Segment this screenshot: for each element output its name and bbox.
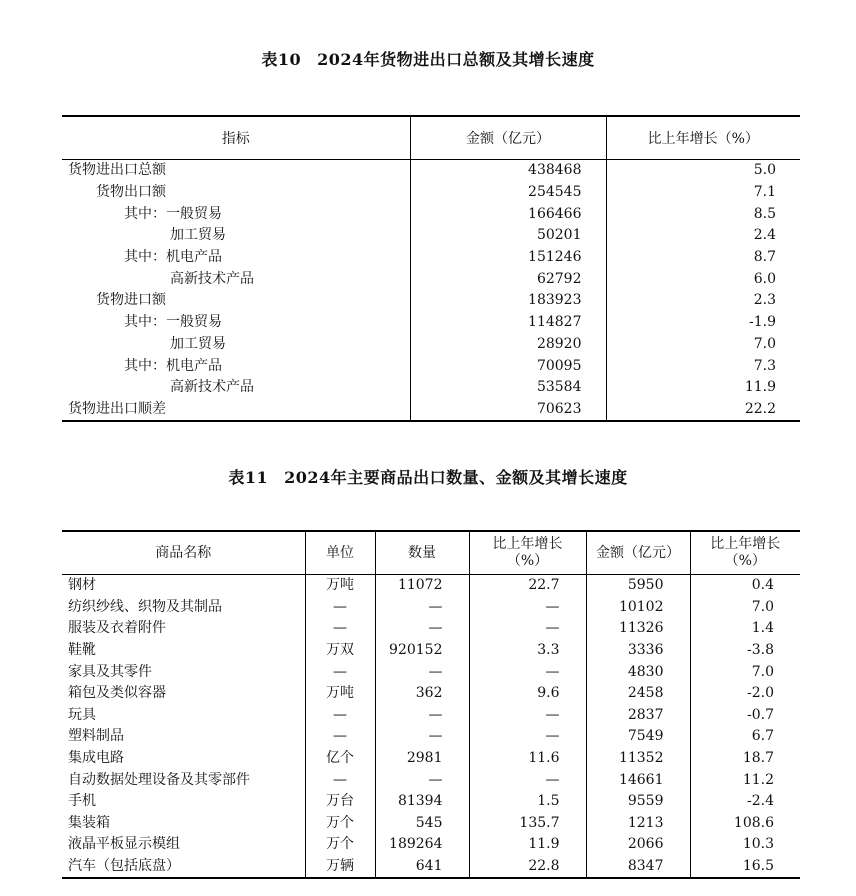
unit-cell: 万双 xyxy=(305,640,375,662)
table-row xyxy=(62,377,800,399)
amount-growth-cell: -2.0 xyxy=(690,683,800,705)
main-exports-table xyxy=(62,530,800,879)
indicator-cell: 货物出口额 xyxy=(96,184,166,201)
unit-cell: 万个 xyxy=(305,834,375,856)
amount-cell: 10102 xyxy=(586,597,690,619)
amount-growth-cell: 10.3 xyxy=(690,834,800,856)
indicator-cell: 货物进出口总额 xyxy=(68,162,166,179)
table-row xyxy=(62,661,800,683)
header-amount: 金额（亿元） xyxy=(586,531,690,575)
amount-cell: 7549 xyxy=(586,726,690,748)
quantity-growth-cell: — xyxy=(469,618,586,640)
quantity-growth-cell: — xyxy=(469,705,586,727)
amount-growth-cell: -0.7 xyxy=(690,705,800,727)
table-row xyxy=(62,334,800,356)
amount-growth-cell: 1.4 xyxy=(690,618,800,640)
quantity-cell: 189264 xyxy=(375,834,469,856)
amount-cell: 2837 xyxy=(586,705,690,727)
unit-cell: — xyxy=(305,705,375,727)
indicator-cell: 其中：一般贸易 xyxy=(124,205,222,222)
amount-growth-cell: 108.6 xyxy=(690,813,800,835)
table-row xyxy=(62,247,800,269)
table-row xyxy=(62,597,800,619)
amount-cell: 53584 xyxy=(410,377,606,399)
table10-header-row xyxy=(62,116,800,160)
table-row xyxy=(62,225,800,247)
header-amount-growth: 比上年增长（%） xyxy=(690,531,800,575)
growth-cell: 8.7 xyxy=(606,247,800,269)
amount-cell: 2458 xyxy=(586,683,690,705)
header-indicator: 指标 xyxy=(62,116,410,160)
amount-cell: 62792 xyxy=(410,268,606,290)
amount-growth-cell: 18.7 xyxy=(690,748,800,770)
unit-cell: 亿个 xyxy=(305,748,375,770)
table11-header-row xyxy=(62,531,800,575)
amount-cell: 1213 xyxy=(586,813,690,835)
unit-cell: — xyxy=(305,618,375,640)
quantity-cell: 641 xyxy=(375,856,469,879)
amount-growth-cell: 11.2 xyxy=(690,769,800,791)
quantity-growth-cell: — xyxy=(469,597,586,619)
table-row xyxy=(62,769,800,791)
indicator-cell: 其中：一般贸易 xyxy=(124,314,222,331)
quantity-growth-cell: 22.7 xyxy=(469,575,586,597)
unit-cell: — xyxy=(305,661,375,683)
indicator-cell: 其中：机电产品 xyxy=(124,249,222,266)
table-row xyxy=(62,575,800,597)
quantity-growth-cell: — xyxy=(469,769,586,791)
growth-cell: 6.0 xyxy=(606,268,800,290)
indicator-cell: 高新技术产品 xyxy=(170,270,254,287)
table-row xyxy=(62,791,800,813)
amount-growth-cell: 7.0 xyxy=(690,661,800,683)
amount-cell: 2066 xyxy=(586,834,690,856)
indicator-cell: 加工贸易 xyxy=(170,335,226,352)
unit-cell: 万吨 xyxy=(305,575,375,597)
amount-growth-cell: -2.4 xyxy=(690,791,800,813)
quantity-cell: 81394 xyxy=(375,791,469,813)
unit-cell: 万吨 xyxy=(305,683,375,705)
table-row xyxy=(62,726,800,748)
amount-cell: 151246 xyxy=(410,247,606,269)
product-name-cell: 玩具 xyxy=(68,706,96,723)
table-row xyxy=(62,399,800,422)
amount-cell: 11352 xyxy=(586,748,690,770)
table-row xyxy=(62,203,800,225)
amount-cell: 50201 xyxy=(410,225,606,247)
quantity-cell: 2981 xyxy=(375,748,469,770)
indicator-cell: 货物进出口顺差 xyxy=(68,400,166,417)
quantity-growth-cell: 22.8 xyxy=(469,856,586,879)
quantity-cell: — xyxy=(375,618,469,640)
product-name-cell: 家具及其零件 xyxy=(68,663,152,680)
product-name-cell: 钢材 xyxy=(68,577,96,594)
amount-cell: 11326 xyxy=(586,618,690,640)
amount-cell: 438468 xyxy=(410,160,606,182)
amount-growth-cell: 0.4 xyxy=(690,575,800,597)
growth-cell: 8.5 xyxy=(606,203,800,225)
product-name-cell: 自动数据处理设备及其零部件 xyxy=(68,771,250,788)
table-row xyxy=(62,290,800,312)
product-name-cell: 纺织纱线、织物及其制品 xyxy=(68,598,222,615)
table-row xyxy=(62,640,800,662)
quantity-cell: — xyxy=(375,661,469,683)
amount-cell: 166466 xyxy=(410,203,606,225)
amount-growth-cell: 7.0 xyxy=(690,597,800,619)
quantity-growth-cell: 3.3 xyxy=(469,640,586,662)
amount-cell: 4830 xyxy=(586,661,690,683)
unit-cell: 万台 xyxy=(305,791,375,813)
amount-cell: 183923 xyxy=(410,290,606,312)
growth-cell: 11.9 xyxy=(606,377,800,399)
product-name-cell: 集成电路 xyxy=(68,750,124,767)
amount-cell: 9559 xyxy=(586,791,690,813)
quantity-cell: — xyxy=(375,597,469,619)
table-row xyxy=(62,705,800,727)
amount-growth-cell: 16.5 xyxy=(690,856,800,879)
unit-cell: — xyxy=(305,726,375,748)
unit-cell: 万个 xyxy=(305,813,375,835)
amount-cell: 14661 xyxy=(586,769,690,791)
product-name-cell: 液晶平板显示模组 xyxy=(68,836,180,853)
product-name-cell: 手机 xyxy=(68,793,96,810)
amount-cell: 8347 xyxy=(586,856,690,879)
quantity-growth-cell: 1.5 xyxy=(469,791,586,813)
quantity-cell: 545 xyxy=(375,813,469,835)
quantity-growth-cell: 9.6 xyxy=(469,683,586,705)
amount-cell: 114827 xyxy=(410,312,606,334)
table10-title-text: 2024年货物进出口总额及其增长速度 xyxy=(317,50,595,69)
indicator-cell: 其中：机电产品 xyxy=(124,357,222,374)
growth-cell: 7.1 xyxy=(606,182,800,204)
table-row xyxy=(62,160,800,182)
quantity-cell: 11072 xyxy=(375,575,469,597)
header-quantity-growth: 比上年增长（%） xyxy=(469,531,586,575)
header-unit: 单位 xyxy=(305,531,375,575)
quantity-growth-cell: — xyxy=(469,661,586,683)
amount-cell: 254545 xyxy=(410,182,606,204)
table-row xyxy=(62,355,800,377)
quantity-cell: — xyxy=(375,705,469,727)
header-product-name: 商品名称 xyxy=(62,531,305,575)
quantity-growth-cell: — xyxy=(469,726,586,748)
table-row xyxy=(62,618,800,640)
product-name-cell: 服装及衣着附件 xyxy=(68,620,166,637)
quantity-growth-cell: 11.9 xyxy=(469,834,586,856)
indicator-cell: 高新技术产品 xyxy=(170,379,254,396)
growth-cell: 7.3 xyxy=(606,355,800,377)
indicator-cell: 加工贸易 xyxy=(170,227,226,244)
quantity-cell: 362 xyxy=(375,683,469,705)
table-row xyxy=(62,312,800,334)
table-row xyxy=(62,182,800,204)
growth-cell: 5.0 xyxy=(606,160,800,182)
quantity-cell: — xyxy=(375,769,469,791)
goods-trade-table xyxy=(62,115,800,422)
quantity-growth-cell: 135.7 xyxy=(469,813,586,835)
amount-growth-cell: -3.8 xyxy=(690,640,800,662)
table-row xyxy=(62,856,800,879)
unit-cell: — xyxy=(305,597,375,619)
product-name-cell: 箱包及类似容器 xyxy=(68,685,166,702)
table-row xyxy=(62,683,800,705)
product-name-cell: 塑料制品 xyxy=(68,728,124,745)
table-row xyxy=(62,834,800,856)
table11-title xyxy=(0,465,856,488)
product-name-cell: 鞋靴 xyxy=(68,642,96,659)
table11-title-number: 表11 xyxy=(228,468,269,487)
growth-cell: 2.3 xyxy=(606,290,800,312)
quantity-cell: — xyxy=(375,726,469,748)
table-row xyxy=(62,813,800,835)
unit-cell: 万辆 xyxy=(305,856,375,879)
growth-cell: 7.0 xyxy=(606,334,800,356)
quantity-cell: 920152 xyxy=(375,640,469,662)
product-name-cell: 汽车（包括底盘） xyxy=(68,858,180,875)
amount-cell: 70095 xyxy=(410,355,606,377)
header-amount: 金额（亿元） xyxy=(410,116,606,160)
header-growth: 比上年增长（%） xyxy=(606,116,800,160)
unit-cell: — xyxy=(305,769,375,791)
table10-title-number: 表10 xyxy=(261,50,302,69)
header-quantity: 数量 xyxy=(375,531,469,575)
table-row xyxy=(62,748,800,770)
amount-cell: 3336 xyxy=(586,640,690,662)
table11-title-text: 2024年主要商品出口数量、金额及其增长速度 xyxy=(284,468,628,487)
quantity-growth-cell: 11.6 xyxy=(469,748,586,770)
growth-cell: 22.2 xyxy=(606,399,800,422)
indicator-cell: 货物进口额 xyxy=(96,292,166,309)
growth-cell: 2.4 xyxy=(606,225,800,247)
amount-growth-cell: 6.7 xyxy=(690,726,800,748)
amount-cell: 70623 xyxy=(410,399,606,422)
amount-cell: 28920 xyxy=(410,334,606,356)
growth-cell: -1.9 xyxy=(606,312,800,334)
product-name-cell: 集装箱 xyxy=(68,814,110,831)
table10-title xyxy=(0,47,856,70)
amount-cell: 5950 xyxy=(586,575,690,597)
table-row xyxy=(62,268,800,290)
